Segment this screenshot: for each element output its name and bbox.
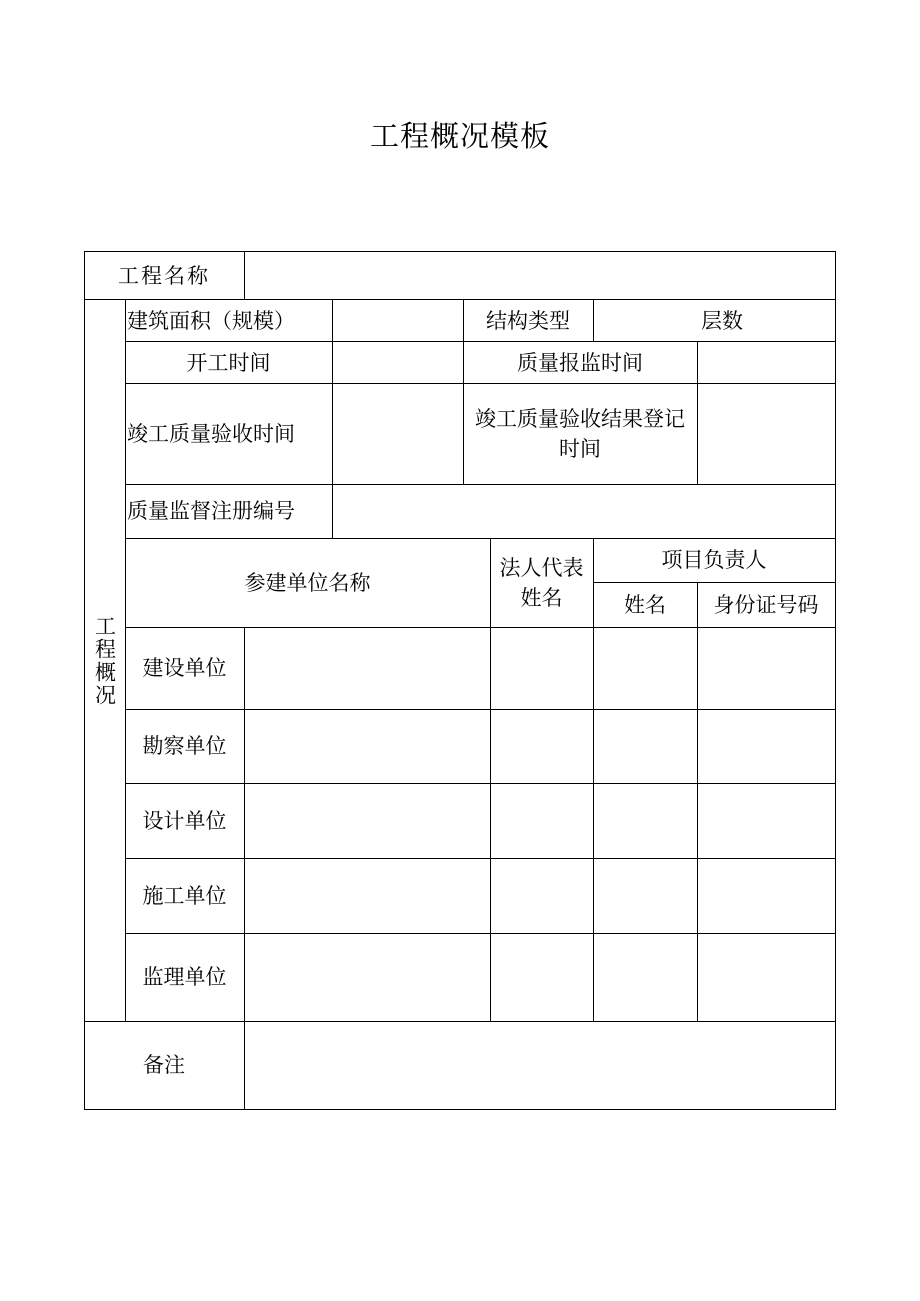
unit-name-field-building-contractor[interactable]	[245, 859, 490, 933]
leader-id-field-supervision[interactable]	[698, 934, 835, 1021]
legal-rep-field-construction[interactable]	[491, 628, 593, 709]
floors-field[interactable]	[770, 300, 835, 341]
leader-id-field-survey[interactable]	[698, 710, 835, 783]
participating-unit-name-header: 参建单位名称	[244, 570, 371, 595]
quality-report-time-field[interactable]	[698, 342, 835, 383]
leader-id-field-construction[interactable]	[698, 628, 835, 709]
unit-label-design: 设计单位	[142, 808, 227, 833]
completion-acceptance-time-field[interactable]	[333, 384, 463, 484]
leader-name-field-building-contractor[interactable]	[594, 859, 697, 933]
remarks-label: 备注	[143, 1053, 185, 1077]
table-border-bottom	[84, 1109, 836, 1110]
unit-label-survey: 勘察单位	[142, 734, 227, 758]
quality-report-time-label: 质量报监时间	[517, 350, 643, 375]
unit-label-construction: 建设单位	[142, 656, 227, 680]
legal-rep-field-design[interactable]	[491, 784, 593, 858]
structure-type-label: 结构类型	[486, 308, 570, 333]
unit-name-field-survey[interactable]	[245, 710, 490, 783]
leader-name-field-design[interactable]	[594, 784, 697, 858]
building-area-label: 建筑面积（规模）	[127, 308, 295, 333]
start-time-field[interactable]	[333, 342, 463, 383]
leader-name-header: 姓名	[624, 592, 666, 617]
section-label-project-overview	[84, 299, 125, 1022]
legal-rep-field-building-contractor[interactable]	[491, 859, 593, 933]
structure-type-field[interactable]	[594, 300, 674, 341]
project-leader-header: 项目负责人	[661, 548, 767, 572]
leader-id-header: 身份证号码	[713, 592, 819, 617]
leader-name-field-survey[interactable]	[594, 710, 697, 783]
legal-rep-name-header: 法人代表姓名	[499, 555, 584, 610]
building-area-field[interactable]	[333, 300, 463, 341]
leader-id-field-building-contractor[interactable]	[698, 859, 835, 933]
quality-supervision-reg-no-label: 质量监督注册编号	[127, 499, 295, 523]
unit-name-field-supervision[interactable]	[245, 934, 490, 1021]
unit-label-building-contractor: 施工单位	[142, 883, 227, 908]
section-label-text: 工程概况	[92, 614, 117, 707]
legal-rep-field-supervision[interactable]	[491, 934, 593, 1021]
completion-acceptance-time-label: 竣工质量验收时间	[127, 421, 295, 446]
unit-label-supervision: 监理单位	[142, 965, 227, 989]
leader-name-field-supervision[interactable]	[594, 934, 697, 1021]
page-title: 工程概况模板	[369, 119, 550, 153]
completion-result-registration-time-label: 竣工质量验收结果登记时间	[475, 406, 685, 461]
project-name-label: 工程名称	[118, 263, 210, 288]
floors-label: 层数	[701, 308, 743, 333]
completion-result-registration-time-field[interactable]	[698, 384, 835, 484]
project-name-field[interactable]	[245, 252, 835, 299]
start-time-label: 开工时间	[186, 350, 271, 375]
quality-supervision-reg-no-field[interactable]	[333, 485, 835, 538]
remarks-field[interactable]	[245, 1022, 835, 1109]
unit-name-field-construction[interactable]	[245, 628, 490, 709]
table-border-right	[835, 251, 836, 1110]
leader-name-field-construction[interactable]	[594, 628, 697, 709]
legal-rep-field-survey[interactable]	[491, 710, 593, 783]
leader-id-field-design[interactable]	[698, 784, 835, 858]
unit-name-field-design[interactable]	[245, 784, 490, 858]
